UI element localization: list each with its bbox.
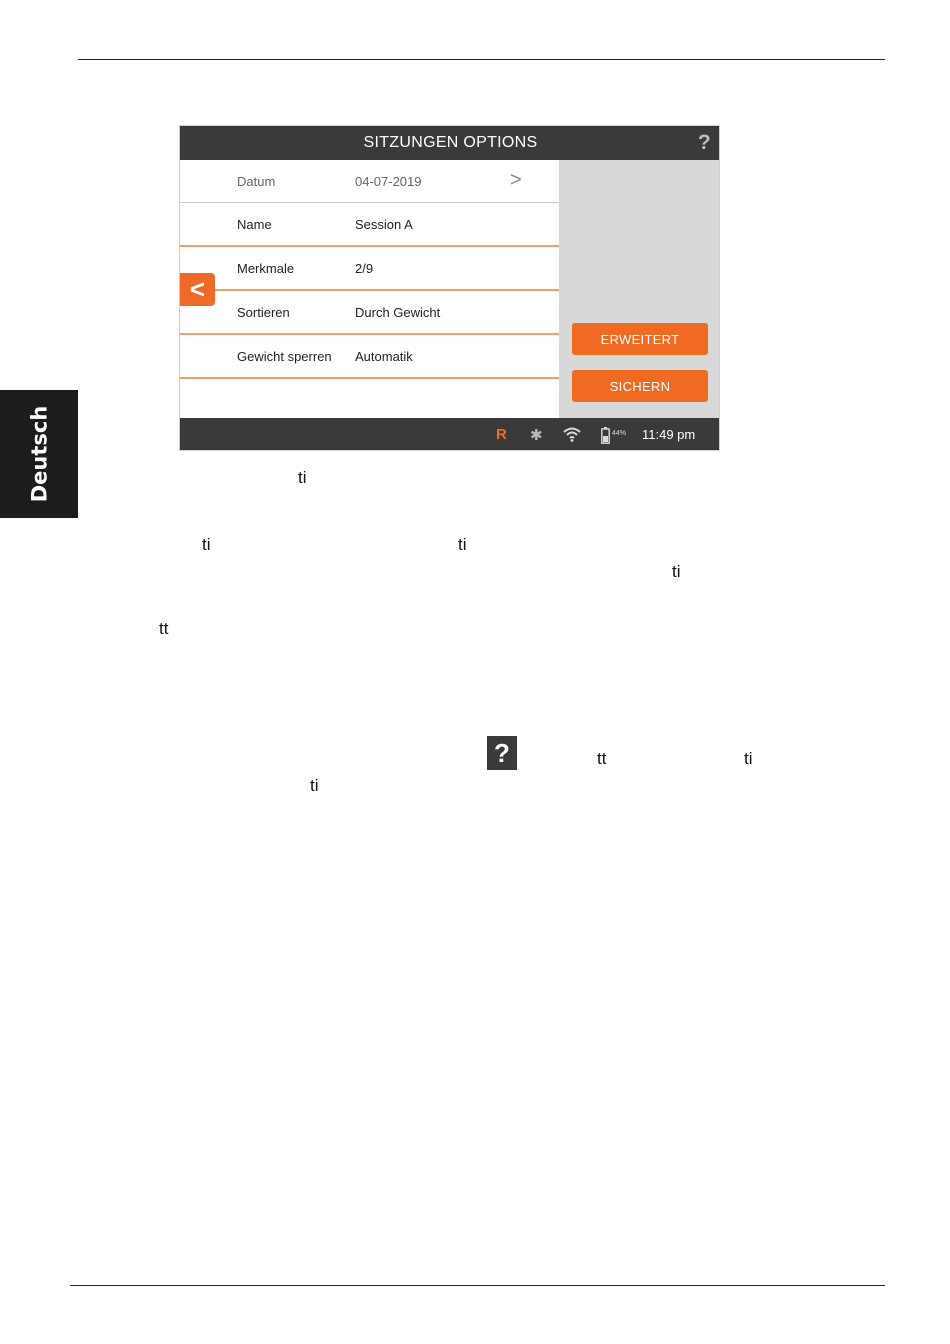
row-merkmale[interactable] — [180, 247, 559, 291]
row-value: Session A — [355, 216, 413, 232]
wifi-icon — [563, 426, 581, 445]
text-fragment: ti — [672, 562, 681, 581]
back-button[interactable] — [180, 273, 215, 306]
text-fragment: ti — [298, 468, 307, 487]
row-value: Automatik — [355, 348, 413, 364]
text-fragment: ti — [202, 535, 211, 554]
row-value: 2/9 — [355, 260, 374, 276]
text-fragment: tt — [159, 619, 169, 638]
chevron-right-icon[interactable]: > — [510, 169, 522, 191]
language-tab — [0, 390, 78, 518]
screen-title: SITZUNGEN OPTIONS — [363, 134, 538, 151]
row-value: Durch Gewicht — [355, 304, 441, 320]
battery-icon — [601, 427, 610, 447]
footer-rule — [70, 1285, 885, 1286]
options-list — [180, 160, 559, 379]
text-fragment: ti — [310, 776, 319, 795]
battery-percent: 44% — [612, 430, 627, 437]
text-fragment: ti — [458, 535, 467, 554]
row-label: Gewicht sperren — [237, 348, 332, 364]
row-name[interactable] — [180, 203, 559, 247]
row-label: Merkmale — [237, 260, 295, 276]
header-rule — [78, 59, 885, 60]
language-tab-label: Deutsch — [27, 405, 51, 503]
row-label: Datum — [237, 173, 276, 189]
erweitert-button[interactable]: ERWEITERT — [572, 323, 708, 355]
device-screen — [179, 125, 720, 451]
text-fragment: tt — [597, 749, 607, 768]
text-fragment: ti — [744, 749, 753, 768]
bluetooth-icon: ✱ — [530, 427, 543, 444]
sichern-button[interactable]: SICHERN — [572, 370, 708, 402]
chevron-left-icon: < — [189, 274, 206, 304]
row-gewicht-sperren[interactable] — [180, 335, 559, 379]
row-label: Sortieren — [237, 304, 290, 320]
help-icon-inline: ? — [487, 736, 517, 770]
row-label: Name — [237, 216, 272, 232]
help-icon[interactable]: ? — [697, 131, 711, 154]
status-bar — [180, 418, 720, 451]
row-datum[interactable] — [180, 160, 559, 203]
r-status-icon: R — [496, 426, 507, 443]
title-bar — [180, 126, 720, 160]
row-value: 04-07-2019 — [355, 173, 422, 189]
status-time: 11:49 pm — [642, 427, 696, 442]
row-sortieren[interactable] — [180, 291, 559, 335]
